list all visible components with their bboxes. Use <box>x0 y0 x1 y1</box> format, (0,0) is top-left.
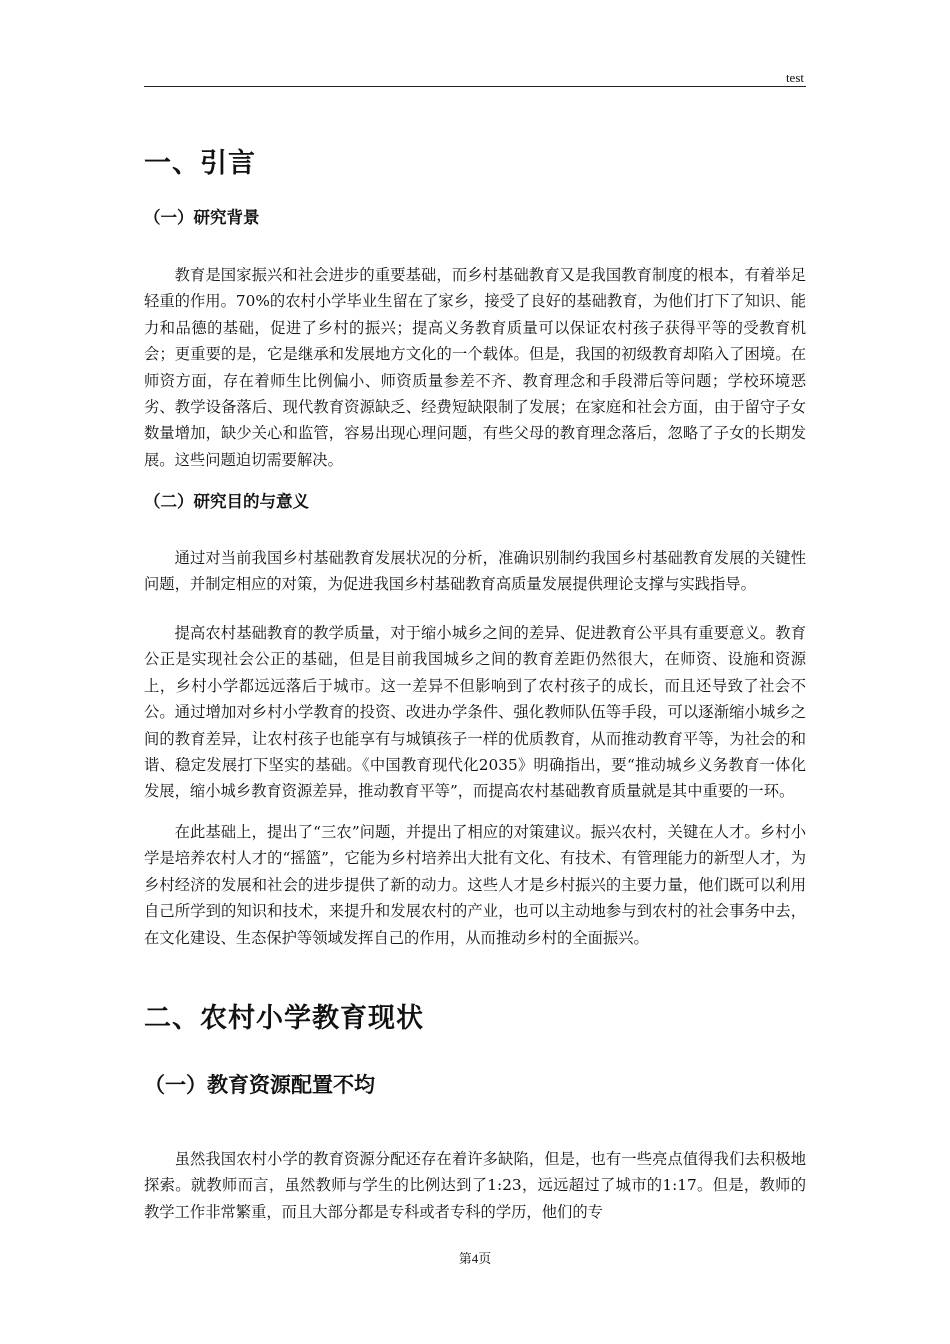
subsection-heading-background: （一）研究背景 <box>144 208 260 227</box>
paragraph-purpose-3: 在此基础上，提出了“三农”问题，并提出了相应的对策建议。振兴农村，关键在人才。乡村小学是培养农村人才的“摇篮”，它能为乡村培养出大批有文化、有技术、有管理能力的新型人才，为乡村经济的发展和社会的进步提供了新的动力。这些人才是乡村振兴的主要力量，他们既可以利用自己所学到的知识和技术，来提升和发展农村的产业，也可以主动地参与到农村的社会事务中去，在文化建设、生态保护等领域发挥自己的作用，从而推动乡村的全面振兴。 <box>144 823 806 947</box>
paragraph-background: 教育是国家振兴和社会进步的重要基础，而乡村基础教育又是我国教育制度的根本，有着举足轻重的作用。70%的农村小学毕业生留在了家乡，接受了良好的基础教育，为他们打下了知识、能力和品德的基础，促进了乡村的振兴；提高义务教育质量可以保证农村孩子获得平等的受教育机会；更重要的是，它是继承和发展地方文化的一个载体。但是，我国的初级教育却陷入了困境。在师资方面，存在着师生比例偏小、师资质量参差不齐、教育理念和手段滞后等问题；学校环境恶劣、教学设备落后、现代教育资源缺乏、经费短缺限制了发展；在家庭和社会方面，由于留守子女数量增加，缺少关心和监管，容易出现心理问题，有些父母的教育理念落后，忽略了子女的长期发展。这些问题迫切需要解决。 <box>144 266 806 469</box>
page-number: 第4页 <box>458 1251 492 1266</box>
section-heading-current-status: 二、农村小学教育现状 <box>144 1003 424 1034</box>
paragraph-purpose-2: 提高农村基础教育的教学质量，对于缩小城乡之间的差异、促进教育公平具有重要意义。教育公正是实现社会公正的基础，但是目前我国城乡之间的教育差距仍然很大，在师资、设施和资源上，乡村小学都远远落后于城市。这一差异不但影响到了农村孩子的成长，而且还导致了社会不公。通过增加对乡村小学教育的投资、改进办学条件、强化教师队伍等手段，可以逐渐缩小城乡之间的教育差异，让农村孩子也能享有与城镇孩子一样的优质教育，从而推动教育平等，为社会的和谐、稳定发展打下坚实的基础。《中国教育现代化2035》明确指出，要“推动城乡义务教育一体化发展，缩小城乡教育资源差异，推动教育平等”，而提高农村基础教育质量就是其中重要的一环。 <box>144 624 806 801</box>
paragraph-resources: 虽然我国农村小学的教育资源分配还存在着许多缺陷，但是，也有一些亮点值得我们去积极地探索。就教师而言，虽然教师与学生的比例达到了1:23，远远超过了城市的1:17。但是，教师的教学工作非常繁重，而且大部分都是专科或者专科的学历，他们的专 <box>144 1150 806 1221</box>
subsection-heading-resources: （一）教育资源配置不均 <box>144 1073 375 1097</box>
paragraph-purpose-1: 通过对当前我国乡村基础教育发展状况的分析，准确识别制约我国乡村基础教育发展的关键性问题，并制定相应的对策，为促进我国乡村基础教育高质量发展提供理论支撑与实践指导。 <box>144 549 806 594</box>
header-rule <box>144 86 806 87</box>
subsection-heading-purpose: （二）研究目的与意义 <box>144 492 309 511</box>
header-label: test <box>785 70 804 85</box>
section-heading-introduction: 一、引言 <box>144 148 256 179</box>
